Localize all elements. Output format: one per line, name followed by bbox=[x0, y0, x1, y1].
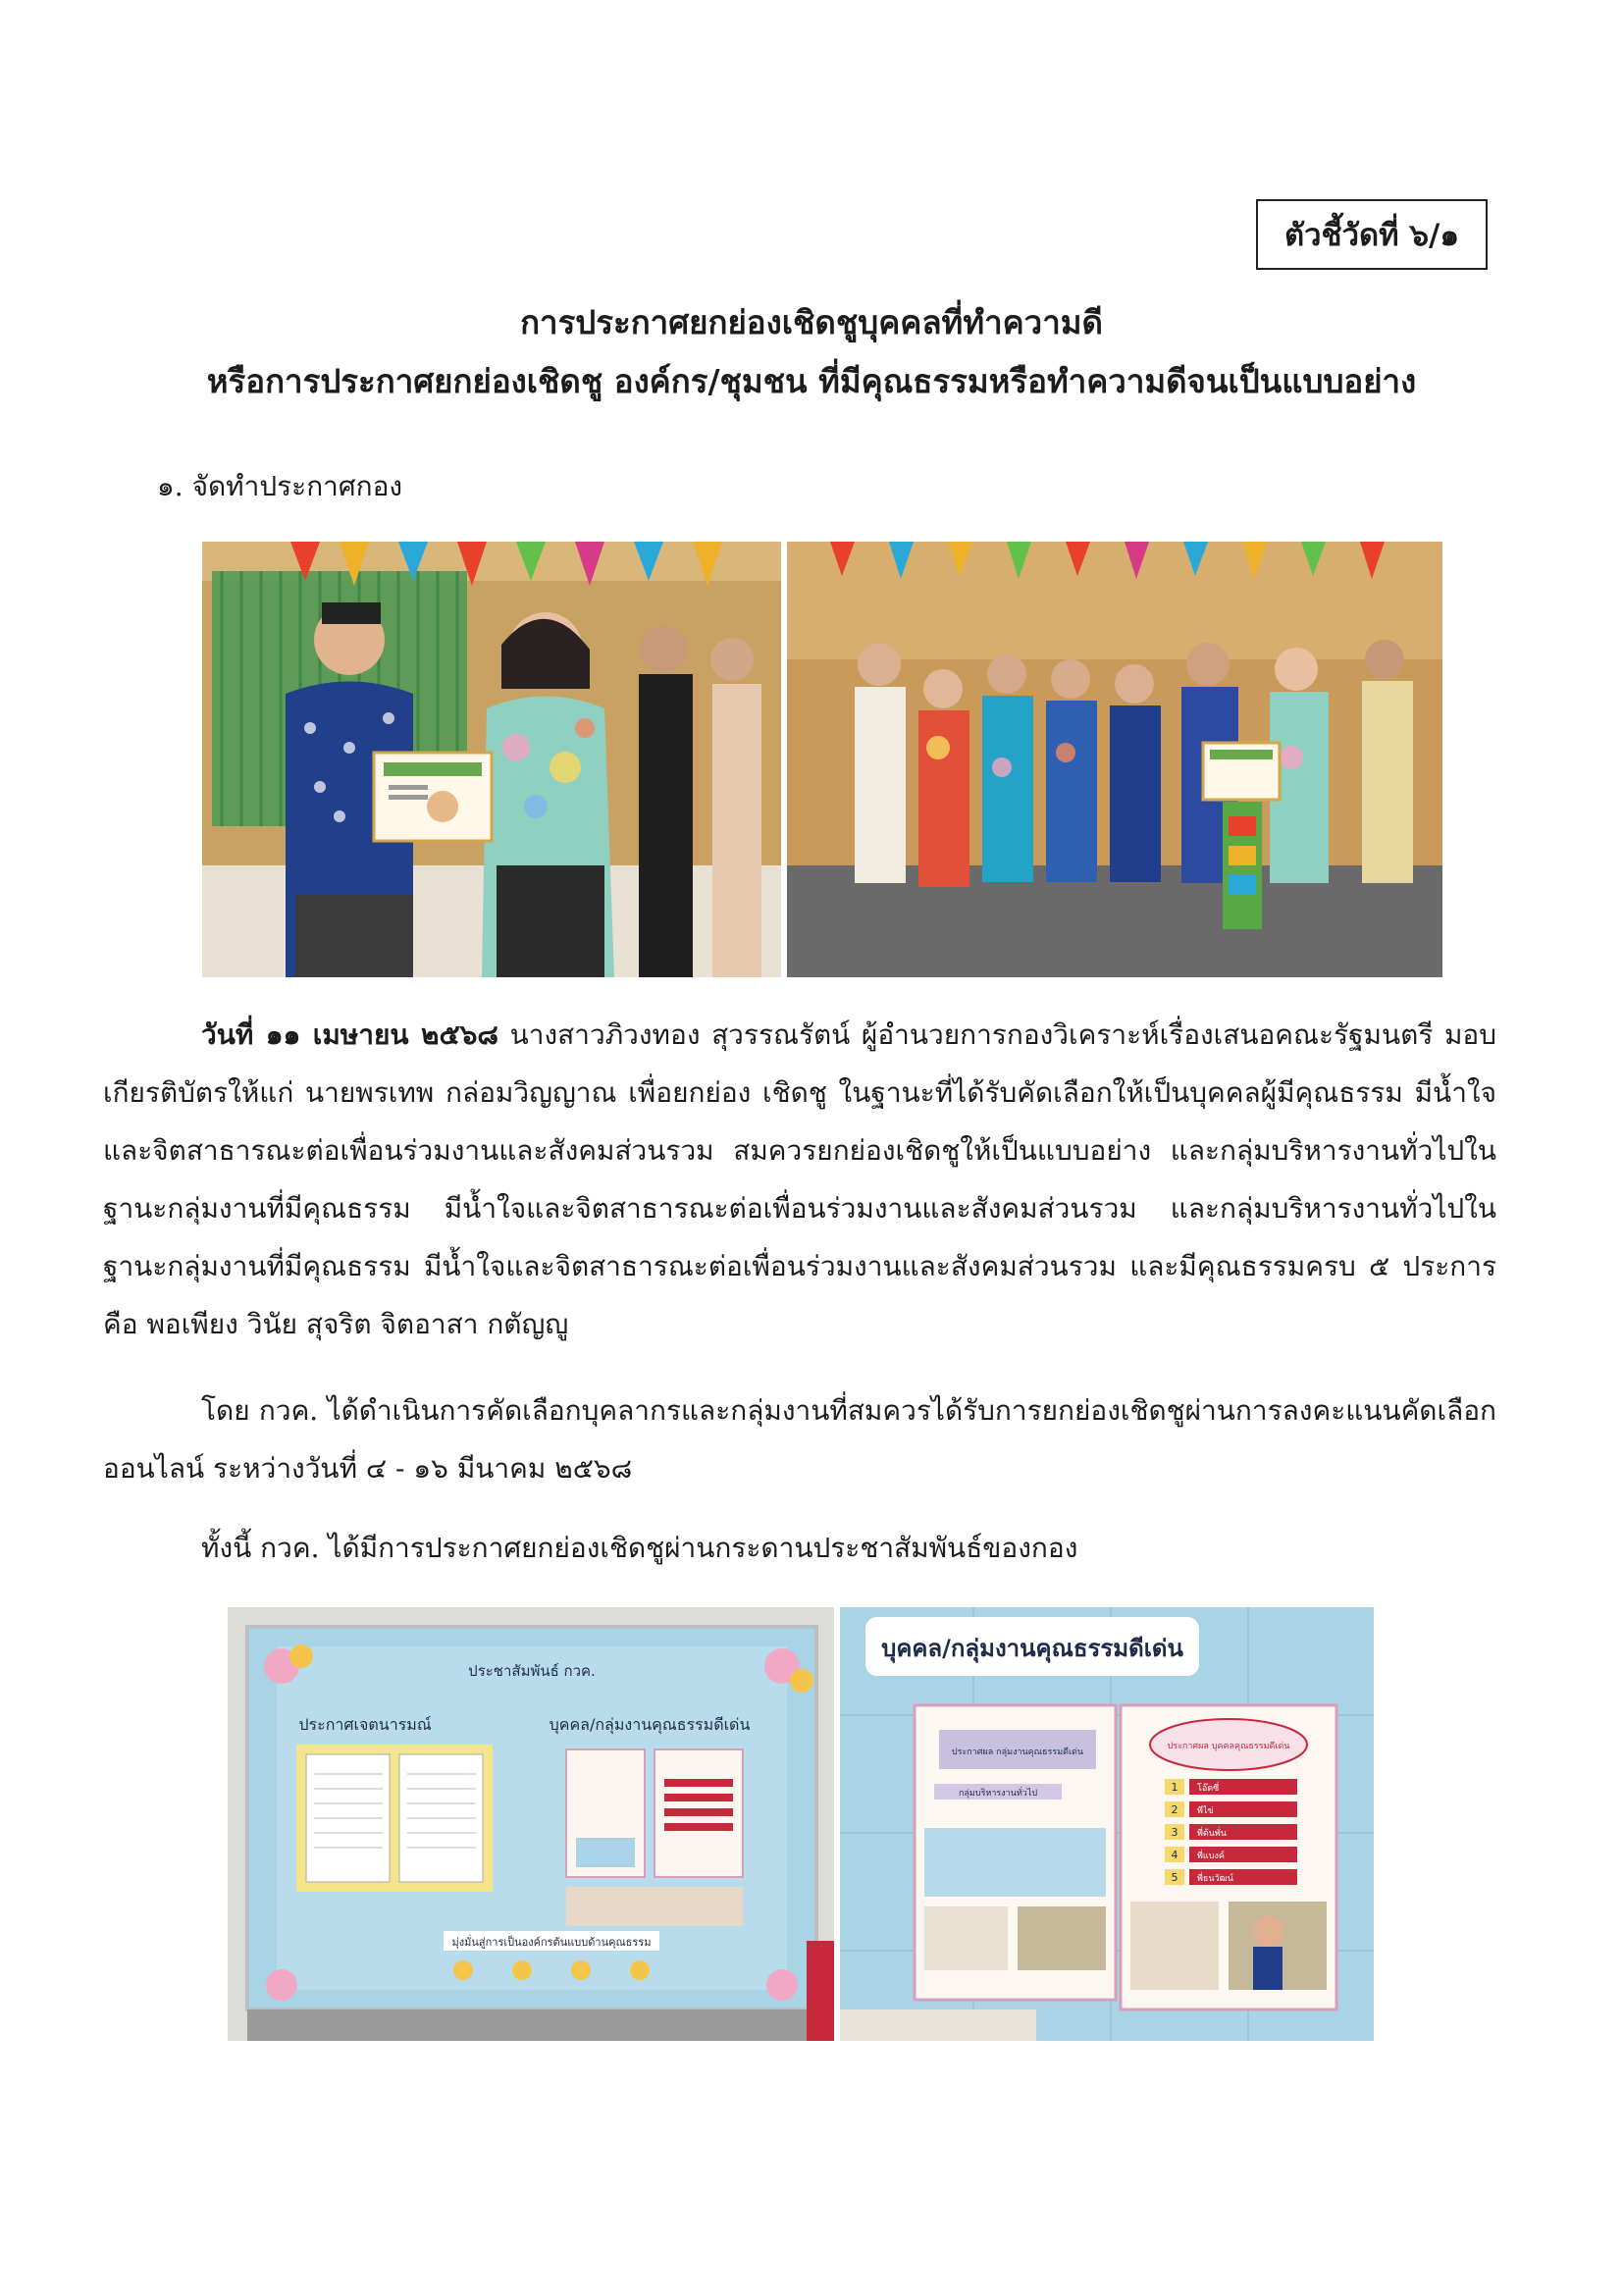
document-title-line1: การประกาศยกย่องเชิดชูบุคคลที่ทำความดี bbox=[520, 303, 1103, 341]
award-text: นางสาวภิวงทอง สุวรรณรัตน์ ผู้อำนวยการกองวิเคราะห์เรื่องเสนอคณะรัฐมนตรี มอบเกียรติบัตรให้แก่ นายพรเทพ กล่อมวิญญาณ เพื่อยกย่อง เชิดชู ในฐานะที่ได้รับคัดเลือกให้เป็นบุคคลผู้มีคุณธรรม มีน้ำใจและจิตสาธารณะต่อเพื่อนร่วมงานและสังคมส่วนรวม สมควรยกย่องเชิดชูให้เป็นแบบอย่าง และกลุ่มบริหารงานทั่วไปในฐานะกลุ่มงานที่มีคุณธรรม มีน้ำใจและจิตสาธารณะต่อเพื่อนร่วมงานและสังคมส่วนรวม และกลุ่มบริหารงานทั่วไปในฐานะกลุ่มงานที่มีคุณธรรม มีน้ำใจและจิตสาธารณะต่อเพื่อนร่วมงานและสังคมส่วนรวม และมีคุณธรรมครบ ๕ ประการ คือ พอเพียง วินัย สุจริต จิตอาสา กตัญญู bbox=[103, 1018, 1497, 1340]
selection-text: โดย กวค. ได้ดำเนินการคัดเลือกบุคลากรและกลุ่มงานที่สมควรได้รับการยกย่องเชิดชูผ่านการลงคะแนนคัดเลือกออนไลน์ ระหว่างวันที่ ๔ - ๑๖ มีนาคม ๒๕๖๘ bbox=[103, 1394, 1496, 1485]
rank-name-3: พี่ต้นพั่น bbox=[1197, 1829, 1228, 1839]
rank-4: 4 bbox=[1171, 1849, 1178, 1861]
paragraph-selection bbox=[103, 1382, 1496, 1497]
board-left-footer: มุ่งมั่นสู่การเป็นองค์กรต้นแบบด้านคุณธรรม bbox=[451, 1936, 652, 1949]
rank-name-1: โอ๊ตซี่ bbox=[1197, 1784, 1220, 1794]
award-date: วันที่ ๑๑ เมษายน ๒๕๖๘ bbox=[201, 1018, 499, 1051]
board-right-left-card: ประกาศผล กลุ่มงานคุณธรรมดีเด่น bbox=[951, 1748, 1084, 1757]
rank-name-2: พีไข่ bbox=[1197, 1806, 1214, 1816]
board-left-right-title: บุคคล/กลุ่มงานคุณธรรมดีเด่น bbox=[549, 1715, 751, 1734]
rank-3: 3 bbox=[1171, 1826, 1178, 1839]
board-right-right-card: ประกาศผล บุคคลคุณธรรมดีเด่น bbox=[1167, 1742, 1290, 1751]
paragraph-board bbox=[103, 1519, 1496, 1577]
board-right-title: บุคคล/กลุ่มงานคุณธรรมดีเด่น bbox=[881, 1635, 1183, 1662]
board-right-left-winner: กลุ่มบริหารงานทั่วไป bbox=[958, 1789, 1038, 1799]
board-left-header: ประชาสัมพันธ์ กวค. bbox=[468, 1662, 596, 1680]
rank-name-4: พี่แบงค์ bbox=[1197, 1852, 1225, 1861]
rank-5: 5 bbox=[1171, 1871, 1178, 1884]
board-text: ทั้งนี้ กวค. ได้มีการประกาศยกย่องเชิดชูผ่านกระดานประชาสัมพันธ์ของกอง bbox=[201, 1532, 1078, 1564]
ceremony-photo bbox=[202, 542, 1442, 977]
rank-2: 2 bbox=[1171, 1803, 1178, 1816]
rank-1: 1 bbox=[1171, 1781, 1178, 1794]
indicator-label: ตัวชี้วัดที่ ๖/๑ bbox=[1283, 218, 1460, 253]
board-left-left-title: ประกาศเจตนารมณ์ bbox=[298, 1715, 432, 1734]
indicator-box bbox=[1256, 199, 1488, 270]
notice-board-photo bbox=[228, 1607, 1374, 2041]
paragraph-award bbox=[103, 1006, 1496, 1353]
rank-name-5: พี่ธนวัฒน์ bbox=[1197, 1874, 1233, 1884]
document-title-line2: หรือการประกาศยกย่องเชิดชู องค์กร/ชุมชน ที่มีคุณธรรมหรือทำความดีจนเป็นแบบอย่าง bbox=[206, 362, 1417, 400]
section-heading: ๑. จัดทำประกาศกอง bbox=[157, 470, 403, 502]
